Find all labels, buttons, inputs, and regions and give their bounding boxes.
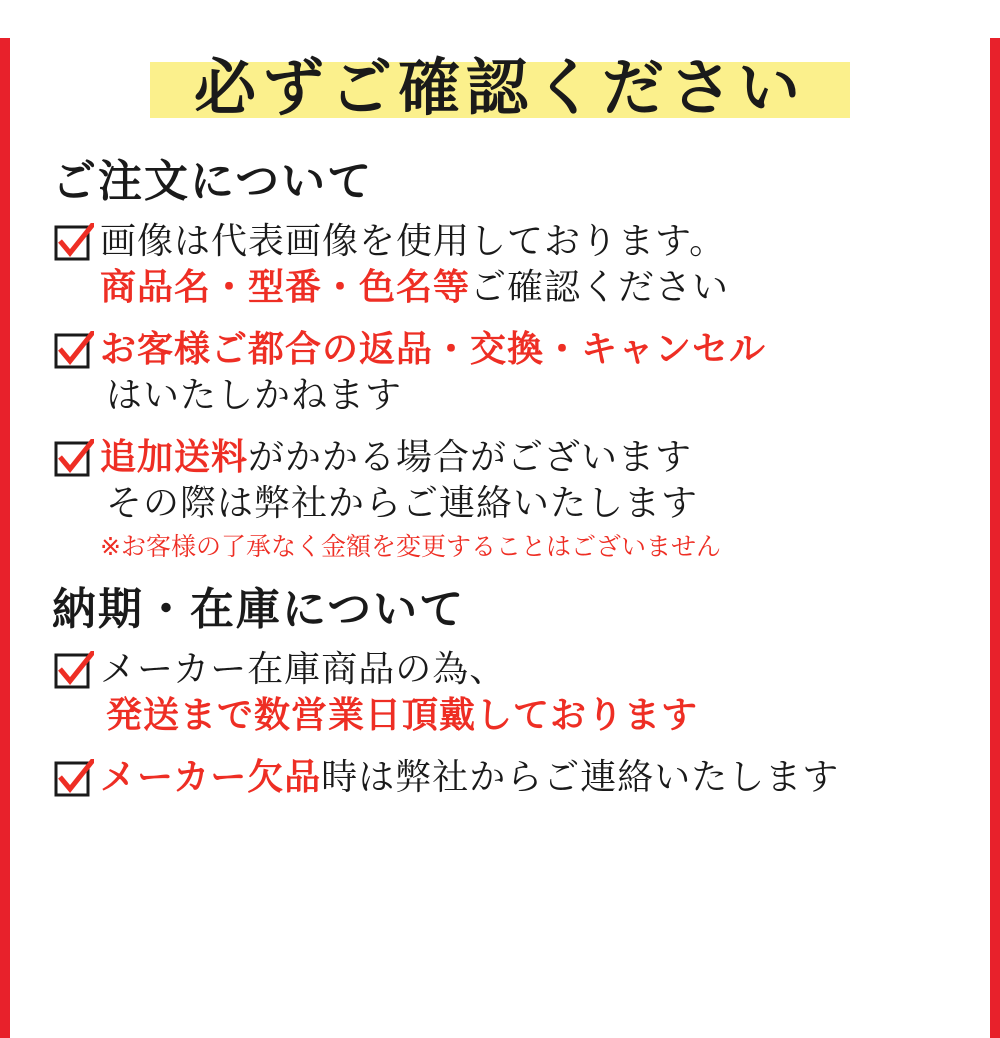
list-line-rest: がかかる場合がございます (248, 437, 693, 479)
list-line-emphasis: 追加送料 (100, 437, 249, 479)
list-item (54, 327, 990, 419)
list-item (54, 435, 990, 564)
checkbox-icon (54, 651, 94, 691)
checkbox-icon (54, 223, 94, 263)
notice-page (0, 38, 1000, 1038)
list-line: はいたしかねます (106, 375, 403, 417)
list-item (54, 647, 990, 739)
list-line: メーカー在庫商品の為、 (100, 648, 507, 690)
list-line: 発送まで数営業日頂戴しております (106, 694, 699, 736)
list-line (100, 435, 990, 481)
list-item-note: ※お客様の了承なく金額を変更することはございません (100, 532, 721, 562)
page-title-text: 必ずご確認ください (193, 51, 806, 124)
list-item-text (100, 327, 990, 419)
checkbox-icon (54, 331, 94, 371)
checkbox-icon (54, 439, 94, 479)
list-item-text (100, 219, 990, 311)
list-item-text (100, 435, 990, 564)
list-line-emphasis: 商品名・型番・色名等 (100, 266, 471, 308)
list-line (100, 755, 990, 801)
list-line: お客様ご都合の返品・交換・キャンセル (100, 328, 767, 370)
list-line-rest: 時は弊社からご連絡いたします (321, 756, 840, 798)
notice-content (10, 38, 990, 1038)
section-heading-orders: ご注文について (52, 156, 374, 207)
list-line (100, 265, 990, 311)
list-item (54, 219, 990, 311)
section-heading-delivery: 納期・在庫について (52, 583, 466, 635)
list-line-rest: ご確認ください (470, 266, 730, 308)
list-line: その際は弊社からご連絡いたします (106, 483, 699, 525)
list-line-emphasis: メーカー欠品 (100, 756, 322, 798)
page-title (10, 38, 990, 138)
list-item-text (100, 647, 990, 739)
list-line: 画像は代表画像を使用しております。 (100, 220, 727, 262)
list-item-text (100, 755, 990, 801)
list-item (54, 755, 990, 801)
checkbox-icon (54, 759, 94, 799)
